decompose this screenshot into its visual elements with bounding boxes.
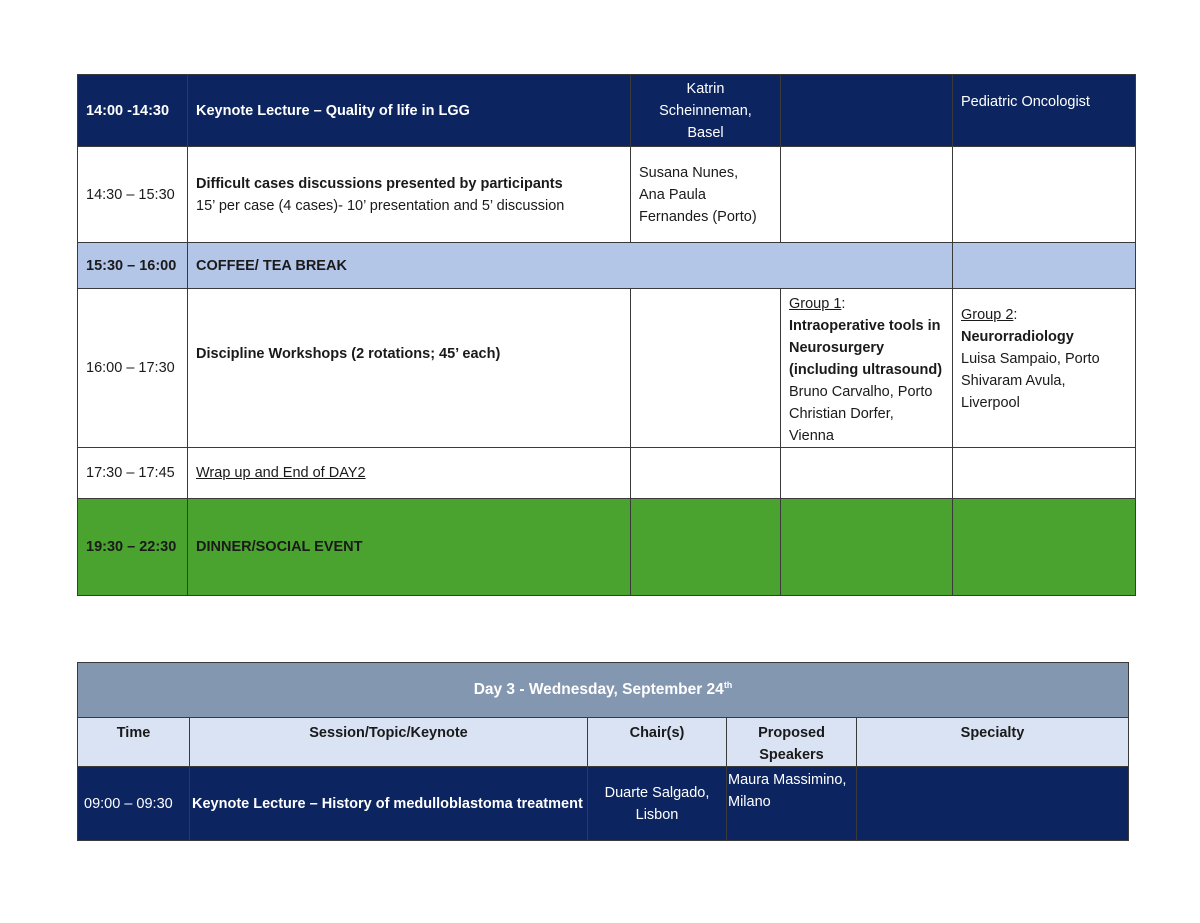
chair-cell (631, 289, 781, 448)
topic-cell: Keynote Lecture – Quality of life in LGG (188, 75, 631, 147)
speakers-cell (781, 147, 953, 243)
time-cell: 19:30 – 22:30 (78, 499, 188, 596)
topic-cell: Difficult cases discussions presented by participants 15’ per case (4 cases)- 10’ presentation and 5’ discussion (188, 147, 631, 243)
row-coffee-break (78, 243, 1136, 289)
topic-cell: Wrap up and End of DAY2 (188, 448, 631, 499)
chair-cell (631, 448, 781, 499)
specialty-cell (953, 243, 1136, 289)
specialty-cell (857, 767, 1129, 841)
header-session: Session/Topic/Keynote (190, 718, 588, 767)
specialty-cell: Pediatric Oncologist (953, 75, 1136, 147)
row-keynote-lgg (78, 75, 1136, 147)
speakers-cell (781, 75, 953, 147)
time-cell: 15:30 – 16:00 (78, 243, 188, 289)
specialty-cell (953, 147, 1136, 243)
speakers-cell (781, 448, 953, 499)
row-difficult-cases (78, 147, 1136, 243)
day3-header-row (78, 718, 1129, 767)
time-cell: 14:00 -14:30 (78, 75, 188, 147)
speakers-cell (781, 499, 953, 596)
row-wrap-up (78, 448, 1136, 499)
row-workshops (78, 289, 1136, 448)
specialty-cell (953, 499, 1136, 596)
time-cell: 14:30 – 15:30 (78, 147, 188, 243)
row-dinner (78, 499, 1136, 596)
chair-cell: Katrin Scheinneman, Basel (631, 75, 781, 147)
time-cell: 17:30 – 17:45 (78, 448, 188, 499)
topic-cell: Keynote Lecture – History of medulloblastoma treatment (190, 767, 588, 841)
time-cell: 16:00 – 17:30 (78, 289, 188, 448)
topic-cell: COFFEE/ TEA BREAK (188, 243, 953, 289)
group1-cell: Group 1: Intraoperative tools in Neurosurgery (including ultrasound) Bruno Carvalho, Porto Christian Dorfer, Vienna (781, 289, 953, 448)
day2-schedule-table (77, 74, 1136, 596)
group2-cell: Group 2: Neurorradiology Luisa Sampaio, Porto Shivaram Avula, Liverpool (953, 289, 1136, 448)
header-speakers: Proposed Speakers (727, 718, 857, 767)
day3-schedule-table (77, 662, 1129, 841)
time-cell: 09:00 – 09:30 (78, 767, 190, 841)
day-title: Day 3 - Wednesday, September 24th (78, 663, 1129, 718)
specialty-cell (953, 448, 1136, 499)
topic-cell: Discipline Workshops (2 rotations; 45’ each) (188, 289, 631, 448)
speaker-cell: Maura Massimino, Milano (727, 767, 857, 841)
chair-cell: Susana Nunes, Ana Paula Fernandes (Porto) (631, 147, 781, 243)
topic-cell: DINNER/SOCIAL EVENT (188, 499, 631, 596)
chair-cell (631, 499, 781, 596)
header-chairs: Chair(s) (588, 718, 727, 767)
header-time: Time (78, 718, 190, 767)
row-keynote-medulloblastoma (78, 767, 1129, 841)
day3-title-row (78, 663, 1129, 718)
header-specialty: Specialty (857, 718, 1129, 767)
chair-cell: Duarte Salgado, Lisbon (588, 767, 727, 841)
